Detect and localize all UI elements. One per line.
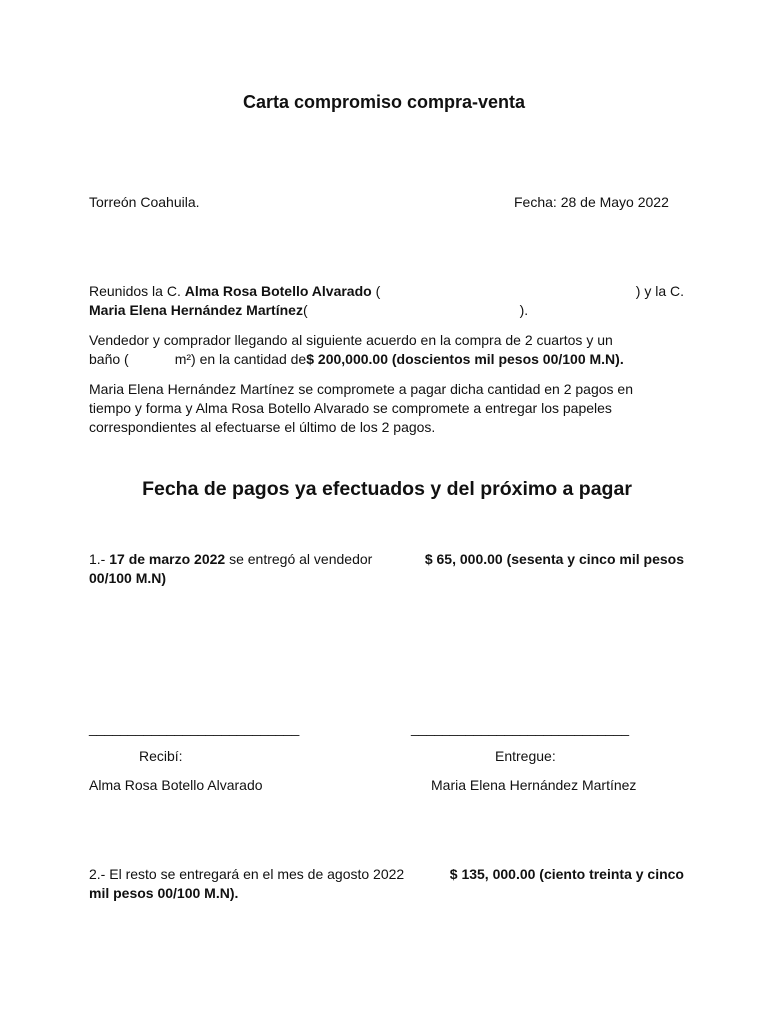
agreement-line-2	[89, 350, 684, 369]
buyer-close-paren: ).	[519, 302, 529, 318]
payment-1	[89, 550, 684, 588]
seller-name: Alma Rosa Botello Alvarado	[184, 283, 372, 299]
payment-1-prefix: 1.-	[89, 551, 110, 567]
commitment-line-3: correspondientes al efectuarse el último de los 2 pagos.	[89, 419, 436, 435]
payment-2-line-1	[89, 865, 684, 884]
blank-space	[129, 350, 175, 369]
signature-label-right: Entregue:	[495, 748, 556, 764]
seller-open-paren: (	[371, 283, 381, 299]
commitment-line-2: tiempo y forma y Alma Rosa Botello Alvarado se compromete a entregar los papeles	[89, 400, 612, 416]
signature-line-right: ____________________________	[411, 720, 630, 736]
document-title: Carta compromiso compra-venta	[242, 92, 526, 112]
place-text: Torreón Coahuila.	[89, 194, 200, 210]
parties-line-2	[89, 301, 684, 320]
commitment-paragraph	[89, 380, 684, 437]
payment-1-amount: $ 65, 000.00 (sesenta y cinco mil pesos	[424, 551, 684, 567]
payment-1-line-2	[89, 569, 684, 588]
payment-1-mid: se entregó al vendedor	[225, 551, 373, 567]
payment-1-left	[89, 550, 372, 569]
agreement-paragraph	[89, 331, 684, 369]
total-amount: $ 200,000.00 (doscientos mil pesos 00/100 M.N).	[306, 351, 624, 367]
payment-1-line-1	[89, 550, 684, 569]
payment-2-line-2	[89, 884, 684, 903]
payment-1-amount-cont: 00/100 M.N)	[89, 570, 167, 586]
commitment-line-1: Maria Elena Hernández Martínez se compromete a pagar dicha cantidad en 2 pagos en	[89, 381, 633, 397]
signature-line-left: ___________________________	[89, 720, 300, 736]
payments-heading: Fecha de pagos ya efectuados y del próximo a pagar	[142, 478, 632, 500]
signature-label-left: Recibí:	[139, 748, 183, 764]
payment-2-amount: $ 135, 000.00 (ciento treinta y cinco	[449, 866, 684, 882]
signature-name-left: Alma Rosa Botello Alvarado	[89, 777, 263, 793]
buyer-open-paren: (	[302, 302, 308, 318]
parties-paragraph	[89, 282, 684, 320]
parties-line-1	[89, 282, 684, 301]
payment-1-date: 17 de marzo 2022	[109, 551, 226, 567]
agreement-line-1: Vendedor y comprador llegando al siguiente acuerdo en la compra de 2 cuartos y un	[89, 332, 613, 348]
signature-name-right: Maria Elena Hernández Martínez	[431, 777, 637, 793]
area-open: baño (	[89, 351, 129, 367]
blank-space	[308, 301, 520, 320]
parties-and: ) y la C.	[635, 283, 684, 299]
payment-2-text: 2.- El resto se entregará en el mes de agosto 2022	[89, 866, 405, 882]
payment-2-amount-cont: mil pesos 00/100 M.N).	[89, 885, 239, 901]
parties-line-1-left	[89, 282, 380, 301]
date-text: Fecha: 28 de Mayo 2022	[514, 194, 669, 210]
payment-2	[89, 865, 684, 903]
area-close: m²) en la cantidad de	[174, 351, 307, 367]
buyer-name: Maria Elena Hernández Martínez	[89, 302, 303, 318]
parties-intro: Reunidos la C.	[89, 283, 185, 299]
